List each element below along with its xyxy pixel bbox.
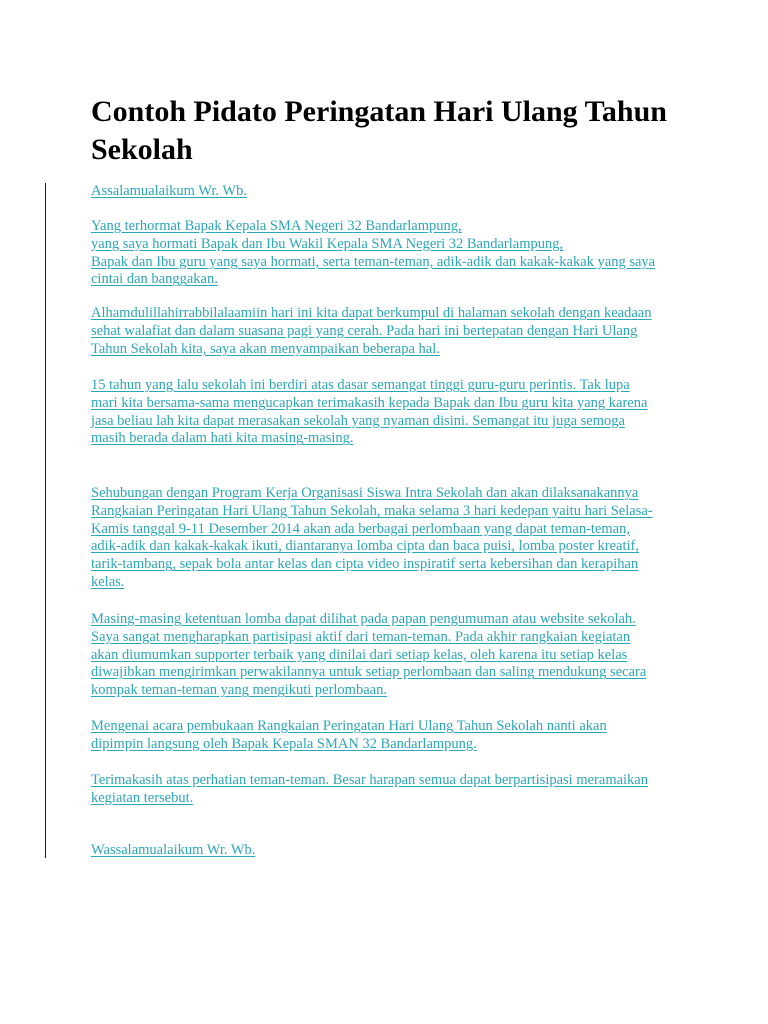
paragraph-thanks[interactable] [91,772,691,808]
title-line: Sekolah [91,133,193,166]
link-text[interactable]: Mengenai acara pembukaan Rangkaian Peringatan Hari Ulang Tahun Sekolah nanti akan [91,718,607,734]
text-line [91,682,691,700]
link-text[interactable]: dipimpin langsung oleh Bapak Kepala SMAN 32 Bandarlampung. [91,735,477,752]
link-text[interactable]: Saya sangat mengharapkan partisipasi aktif dari teman-teman. Pada akhir rangkaian kegiatan [91,628,631,645]
link-text[interactable]: Yang terhormat Bapak Kepala SMA Negeri 32 Bandarlampung, [91,218,462,234]
text-line [91,395,691,413]
link-text[interactable]: Tahun Sekolah kita, saya akan menyampaikan beberapa hal. [91,340,440,357]
link-text[interactable]: jasa beliau lah kita dapat merasakan sekolah yang nyaman disini. Semangat itu juga semoga [91,412,625,429]
link-text[interactable]: Alhamdulillahirrabbilalaamiin hari ini kita dapat berkumpul di halaman sekolah dengan keadaan [91,305,652,321]
text-line [91,341,691,359]
paragraph-greeting[interactable] [91,183,691,201]
text-line [91,574,691,592]
link-text[interactable]: sehat walafiat dan dalam suasana pagi yang cerah. Pada hari ini bertepatan dengan Hari Ulang [91,322,638,339]
link-text[interactable]: masih berada dalam hati kita masing-masing. [91,430,354,447]
link-text[interactable]: Masing-masing ketentuan lomba dapat dilihat pada papan pengumuman atau website sekolah. [91,611,636,627]
text-line [91,377,691,395]
text-line [91,271,691,289]
paragraph-opening[interactable] [91,305,691,358]
link-text[interactable]: kegiatan tersebut. [91,789,194,806]
link-text[interactable]: cintai dan banggakan. [91,271,218,288]
link-text[interactable]: Assalamualaikum Wr. Wb. [91,183,247,199]
text-line [91,629,691,647]
link-text[interactable]: diwajibkan mengirimkan perwakilannya untuk setiap perlombaan dan saling mendukung secara [91,664,647,681]
link-text[interactable]: mari kita bersama-sama mengucapkan terimakasih kepada Bapak dan Ibu guru kita yang karena [91,394,648,411]
text-line [91,647,691,665]
text-line [91,842,691,860]
text-line [91,718,691,736]
text-line [91,430,691,448]
text-line [91,790,691,808]
text-line [91,323,691,341]
text-line [91,664,691,682]
paragraph-salutation[interactable] [91,218,691,289]
margin-rule [45,183,46,858]
text-line [91,538,691,556]
title-line: Contoh Pidato Peringatan Hari Ulang Tahun [91,95,667,128]
text-line [91,736,691,754]
link-text[interactable]: kelas. [91,573,125,590]
text-line [91,236,691,254]
paragraph-history[interactable] [91,377,691,448]
link-text[interactable]: tarik-tambang, sepak bola antar kelas dan cipta video inspiratif serta kebersihan dan kerapihan [91,556,639,573]
text-line [91,503,691,521]
link-text[interactable]: Wassalamualaikum Wr. Wb. [91,842,256,858]
text-line [91,556,691,574]
link-text[interactable]: Bapak dan Ibu guru yang saya hormati, serta teman-teman, adik-adik dan kakak-kakak yang saya [91,253,656,270]
paragraph-program[interactable] [91,485,691,592]
text-line [91,254,691,272]
link-text[interactable]: adik-adik dan kakak-kakak ikuti, diantaranya lomba cipta dan baca puisi, lomba poster kreatif, [91,538,639,555]
text-line [91,305,691,323]
text-line [91,521,691,539]
link-text[interactable]: akan diumumkan supporter terbaik yang dinilai dari setiap kelas, oleh karena itu setiap kelas [91,646,628,663]
paragraph-closing[interactable] [91,842,691,860]
link-text[interactable]: kompak teman-teman yang mengikuti perlombaan. [91,682,387,699]
paragraph-ceremony[interactable] [91,718,691,754]
link-text[interactable]: 15 tahun yang lalu sekolah ini berdiri atas dasar semangat tinggi guru-guru perintis. Tak lupa [91,377,630,393]
text-line [91,485,691,503]
link-text[interactable]: Rangkaian Peringatan Hari Ulang Tahun Sekolah, maka selama 3 hari kedepan yaitu hari Selasa- [91,502,653,519]
text-line [91,772,691,790]
text-line [91,218,691,236]
text-line [91,413,691,431]
paragraph-rules[interactable] [91,611,691,700]
link-text[interactable]: Terimakasih atas perhatian teman-teman. Besar harapan semua dapat berpartisipasi meramaikan [91,772,648,788]
link-text[interactable]: yang saya hormati Bapak dan Ibu Wakil Kepala SMA Negeri 32 Bandarlampung, [91,235,564,252]
text-line [91,183,691,201]
link-text[interactable]: Kamis tanggal 9-11 Desember 2014 akan ada berbagai perlombaan yang dapat teman-teman, [91,520,630,537]
link-text[interactable]: Sehubungan dengan Program Kerja Organisasi Siswa Intra Sekolah dan akan dilaksanakannya [91,485,639,501]
text-line [91,611,691,629]
page-title [91,93,711,169]
